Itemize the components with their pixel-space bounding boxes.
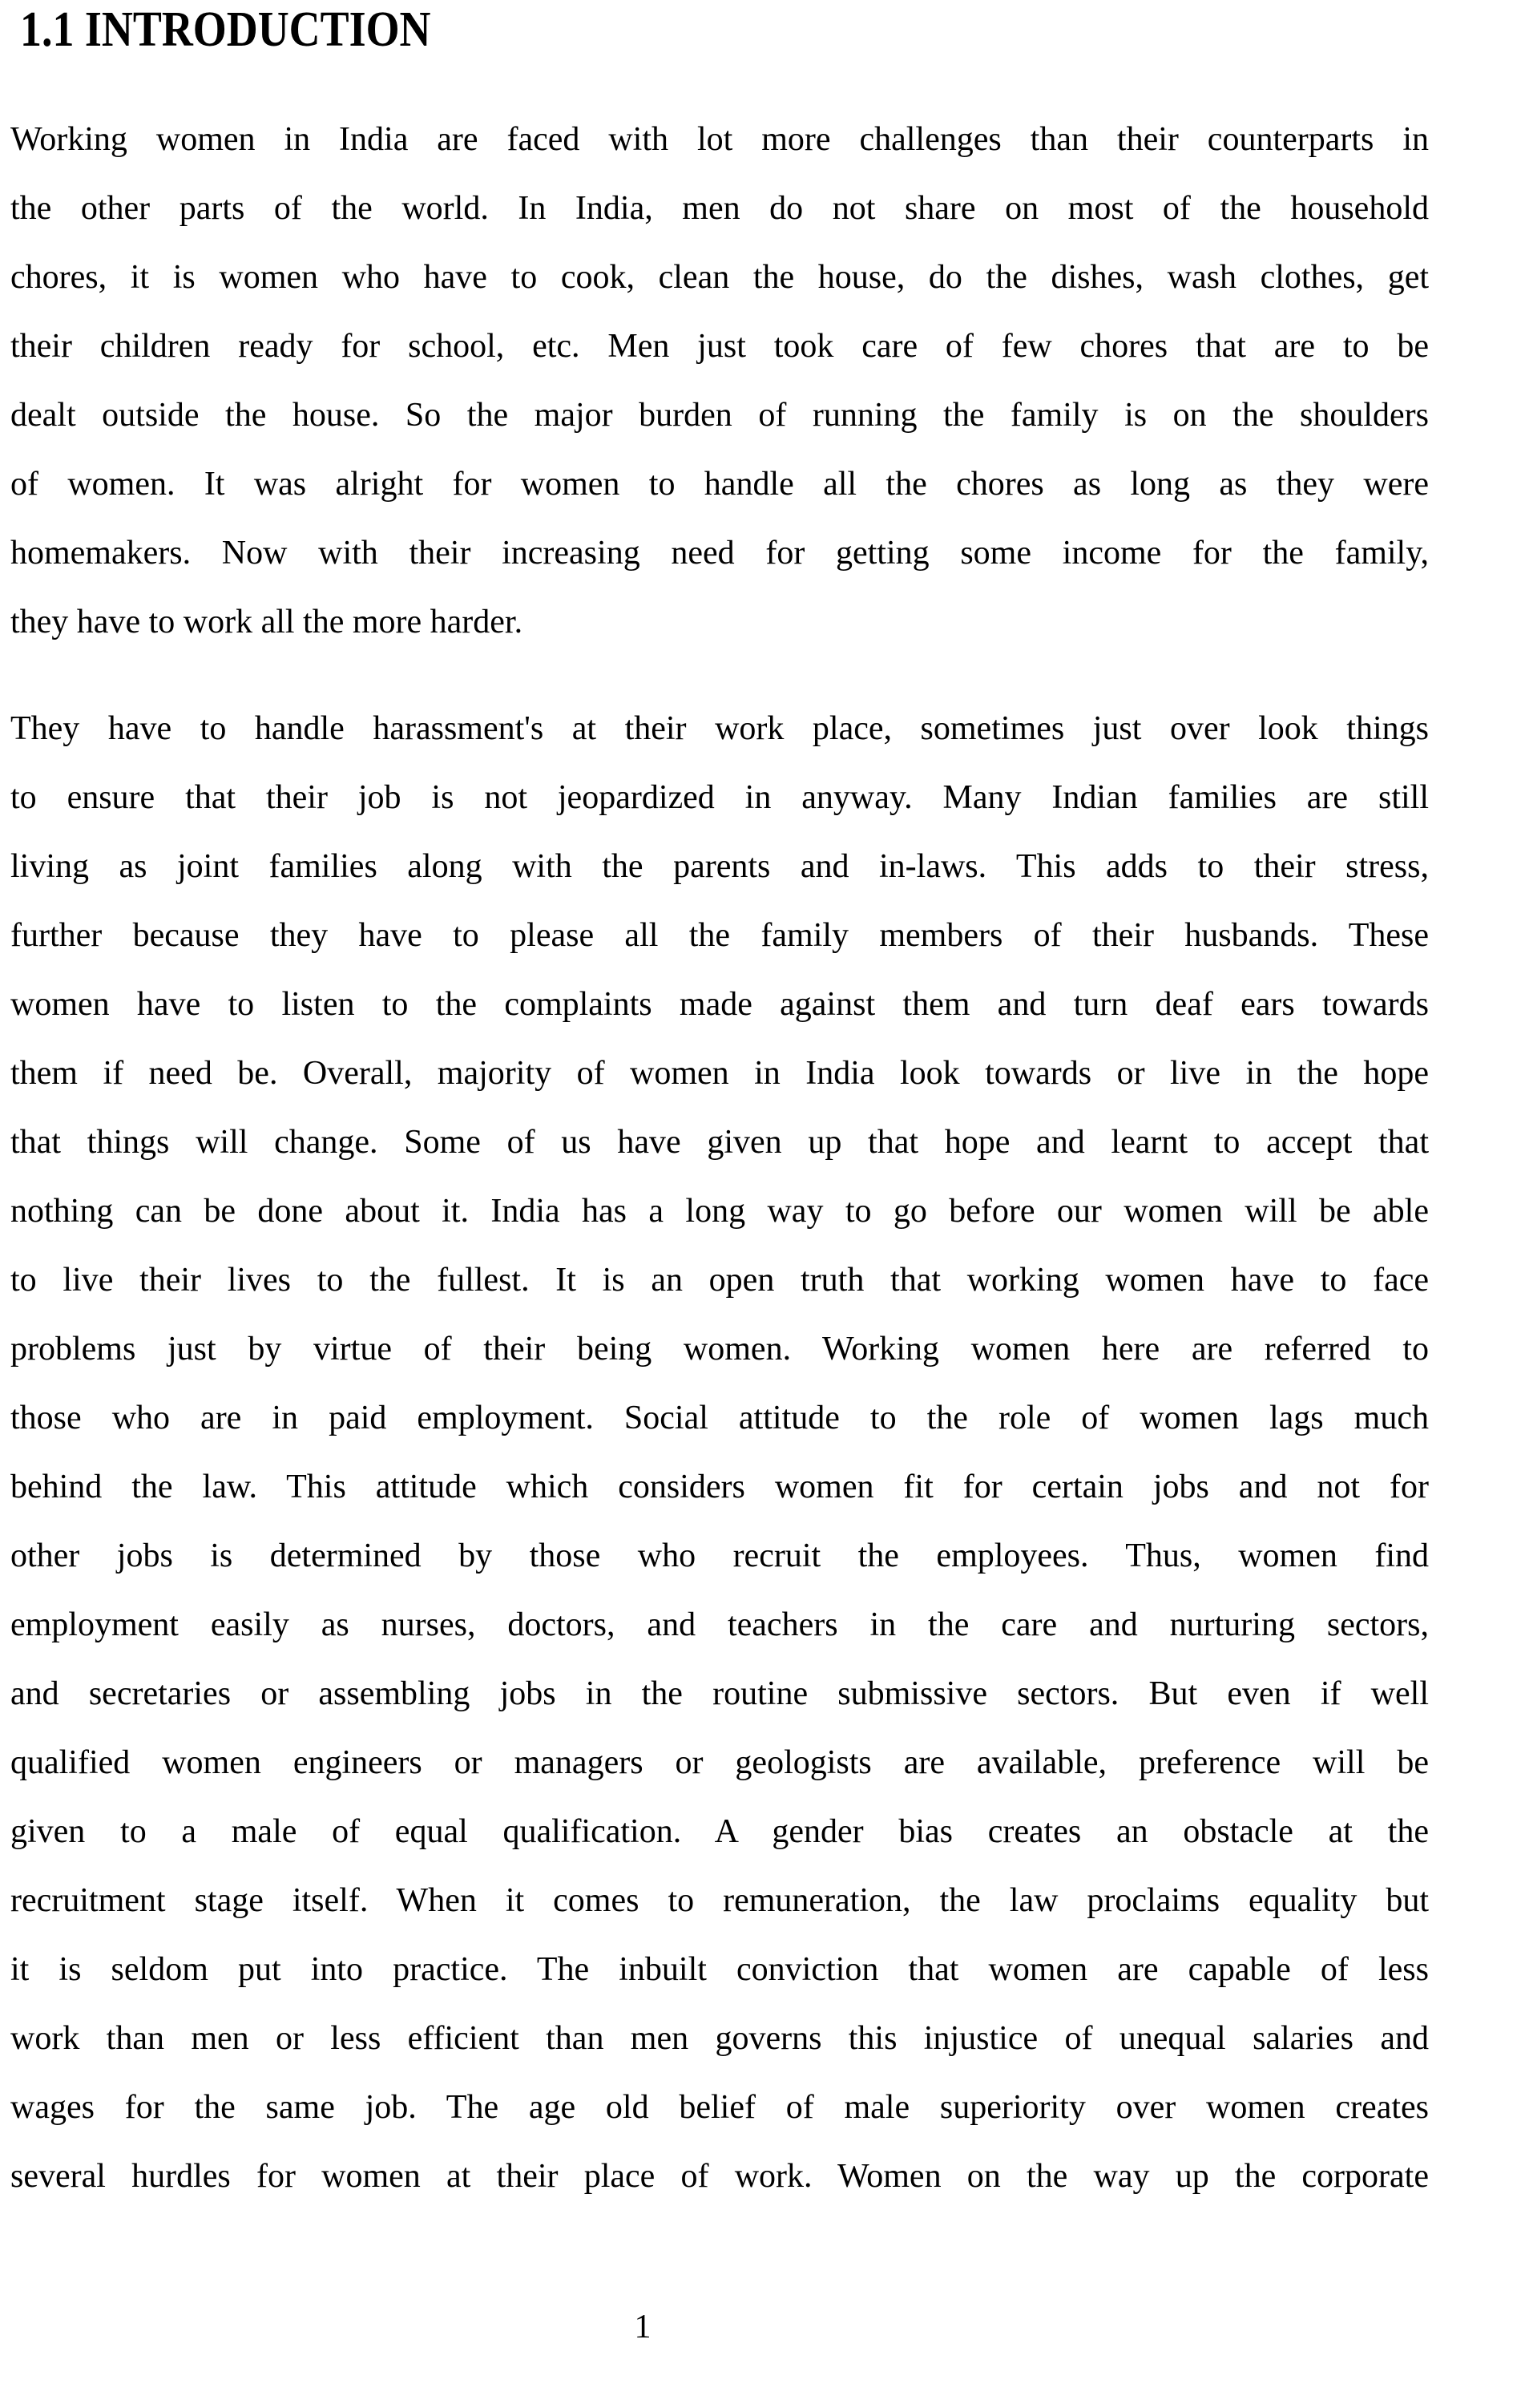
text-line: women have to listen to the complaints made against them and turn deaf ears towards [10, 986, 1429, 1023]
text-line: them if need be. Overall, majority of women in India look towards or live in the hope [10, 1055, 1429, 1092]
text-line: problems just by virtue of their being women. Working women here are referred to [10, 1331, 1429, 1368]
text-line: living as joint families along with the parents and in-laws. This adds to their stress, [10, 848, 1429, 885]
text-line: that things will change. Some of us have given up that hope and learnt to accept that [10, 1124, 1429, 1161]
text-line: homemakers. Now with their increasing need for getting some income for the family, [10, 535, 1429, 572]
text-line: further because they have to please all the family members of their husbands. These [10, 917, 1429, 954]
text-line: their children ready for school, etc. Men just took care of few chores that are to be [10, 328, 1429, 365]
section-heading: 1.1 INTRODUCTION [20, 2, 431, 57]
text-line: chores, it is women who have to cook, clean the house, do the dishes, wash clothes, get [10, 259, 1429, 296]
text-line: dealt outside the house. So the major burden of running the family is on the shoulders [10, 397, 1429, 434]
paragraph [10, 105, 1429, 657]
text-line: They have to handle harassment's at their work place, sometimes just over look things [10, 710, 1429, 747]
text-line: to live their lives to the fullest. It is an open truth that working women have to face [10, 1262, 1429, 1299]
text-line: they have to work all the more harder. [10, 604, 523, 640]
document-body [10, 105, 1429, 2211]
text-line: qualified women engineers or managers or geologists are available, preference will be [10, 1744, 1429, 1781]
text-line: Working women in India are faced with lot more challenges than their counterparts in [10, 121, 1429, 158]
text-line: to ensure that their job is not jeopardized in anyway. Many Indian families are still [10, 779, 1429, 816]
text-line: employment easily as nurses, doctors, and teachers in the care and nurturing sectors, [10, 1606, 1429, 1643]
text-line: the other parts of the world. In India, men do not share on most of the household [10, 190, 1429, 227]
page-number: 1 [634, 2309, 652, 2345]
text-line: it is seldom put into practice. The inbuilt conviction that women are capable of less [10, 1951, 1429, 1988]
text-line: those who are in paid employment. Social attitude to the role of women lags much [10, 1400, 1429, 1436]
paragraph [10, 694, 1429, 2211]
text-line: recruitment stage itself. When it comes to remuneration, the law proclaims equality but [10, 1882, 1429, 1919]
text-line: behind the law. This attitude which considers women fit for certain jobs and not for [10, 1469, 1429, 1505]
text-line: several hurdles for women at their place of work. Women on the way up the corporate [10, 2158, 1429, 2195]
text-line: other jobs is determined by those who recruit the employees. Thus, women find [10, 1537, 1429, 1574]
text-line: given to a male of equal qualification. A gender bias creates an obstacle at the [10, 1813, 1429, 1850]
text-line: and secretaries or assembling jobs in the routine submissive sectors. But even if well [10, 1675, 1429, 1712]
text-line: nothing can be done about it. India has a long way to go before our women will be able [10, 1193, 1429, 1230]
text-line: of women. It was alright for women to handle all the chores as long as they were [10, 466, 1429, 503]
text-line: work than men or less efficient than men governs this injustice of unequal salaries and [10, 2020, 1429, 2057]
text-line: wages for the same job. The age old belief of male superiority over women creates [10, 2089, 1429, 2126]
